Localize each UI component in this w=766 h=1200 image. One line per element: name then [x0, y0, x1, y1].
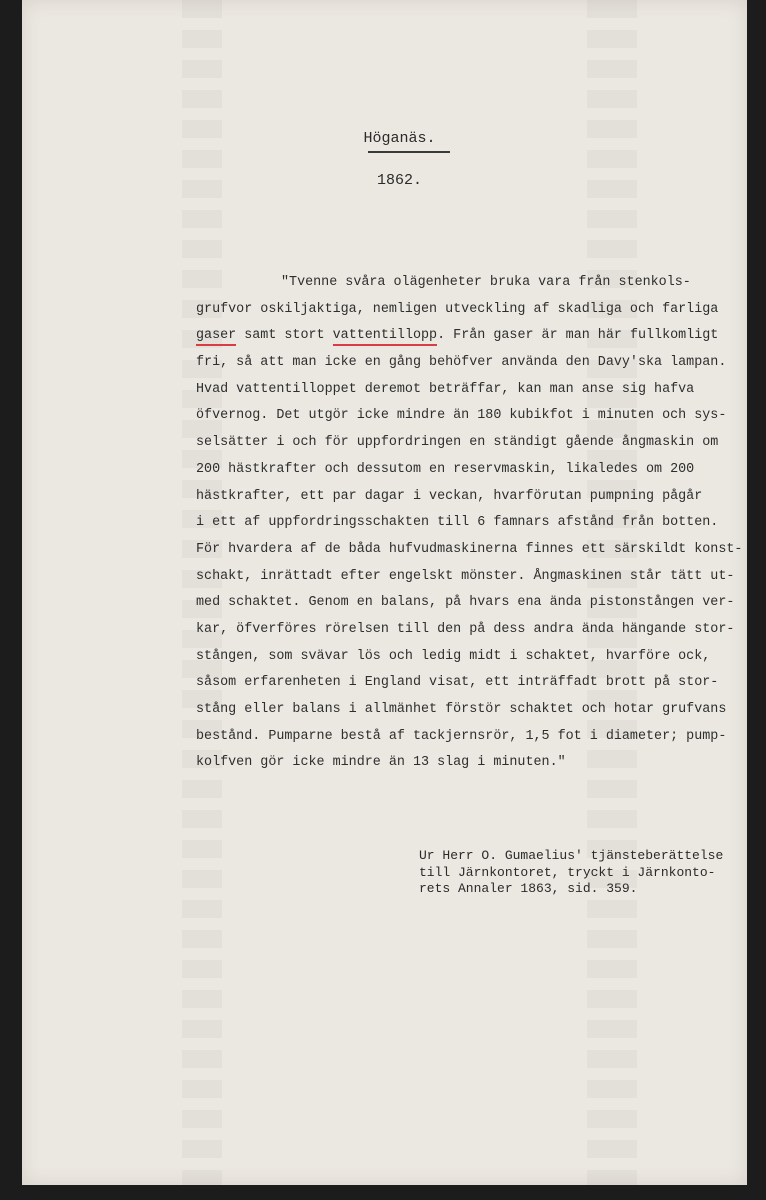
body-line: schakt, inrättadt efter engelskt mönster. Ångmaskinen står tätt ut- [196, 568, 735, 584]
body-line: hästkrafter, ett par dagar i veckan, hvarförutan pumpning pågår [196, 488, 703, 504]
body-line: såsom erfarenheten i England visat, ett inträffadt brott på stor- [196, 675, 719, 691]
body-line: kolfven gör icke mindre än 13 slag i minuten." [196, 755, 566, 771]
body-line: med schaktet. Genom en balans, på hvars ena ända pistonstången ver- [196, 595, 735, 611]
body-line-annotated [196, 323, 756, 350]
source-citation [419, 848, 759, 898]
body-line: öfvernog. Det utgör icke mindre än 180 kubikfot i minuten och sys- [196, 408, 727, 424]
body-line: Hvad vattentilloppet deremot beträffar, kan man anse sig hafva [196, 381, 695, 397]
body-line: kar, öfverföres rörelsen till den på dess andra ända hängande stor- [196, 621, 735, 637]
body-line: grufvor oskiljaktiga, nemligen utveckling af skadliga och farliga [196, 301, 719, 317]
citation-line: rets Annaler 1863, sid. 359. [419, 881, 638, 896]
underlined-word: gaser [196, 328, 236, 346]
document-year: 1862. [376, 172, 422, 189]
body-line: bestånd. Pumparne bestå af tackjernsrör, 1,5 fot i diameter; pump- [196, 728, 727, 744]
title-underline [368, 151, 450, 153]
body-line-segment: . Från gaser är man här fullkomligt [437, 328, 719, 344]
document-title: Höganäs. [363, 130, 436, 147]
body-line: 200 hästkrafter och dessutom en reservmaskin, likaledes om 200 [196, 461, 695, 477]
body-line: För hvardera af de båda hufvudmaskinerna finnes ett särskildt konst- [196, 541, 743, 557]
citation-line: Ur Herr O. Gumaelius' tjänsteberättelse [419, 848, 724, 863]
body-line: "Tvenne svåra olägenheter bruka vara från stenkols- [281, 275, 691, 290]
citation-line: till Järnkontoret, tryckt i Järnkonto- [419, 864, 716, 880]
body-line: i ett af uppfordringsschakten till 6 famnars afstånd från botten. [196, 515, 719, 531]
quoted-body [196, 270, 756, 777]
body-line-segment: samt stort [236, 328, 333, 344]
document-page [22, 0, 747, 1185]
body-line: fri, så att man icke en gång behöfver använda den Davy'ska lampan. [196, 355, 727, 371]
body-line: selsätter i och för uppfordringen en ständigt gående ångmaskin om [196, 435, 719, 451]
underlined-word: vattentillopp [333, 328, 437, 346]
body-line: stången, som svävar lös och ledig midt i schaktet, hvarföre ock, [196, 648, 711, 664]
body-line: stång eller balans i allmänhet förstör schaktet och hotar grufvans [196, 702, 727, 717]
